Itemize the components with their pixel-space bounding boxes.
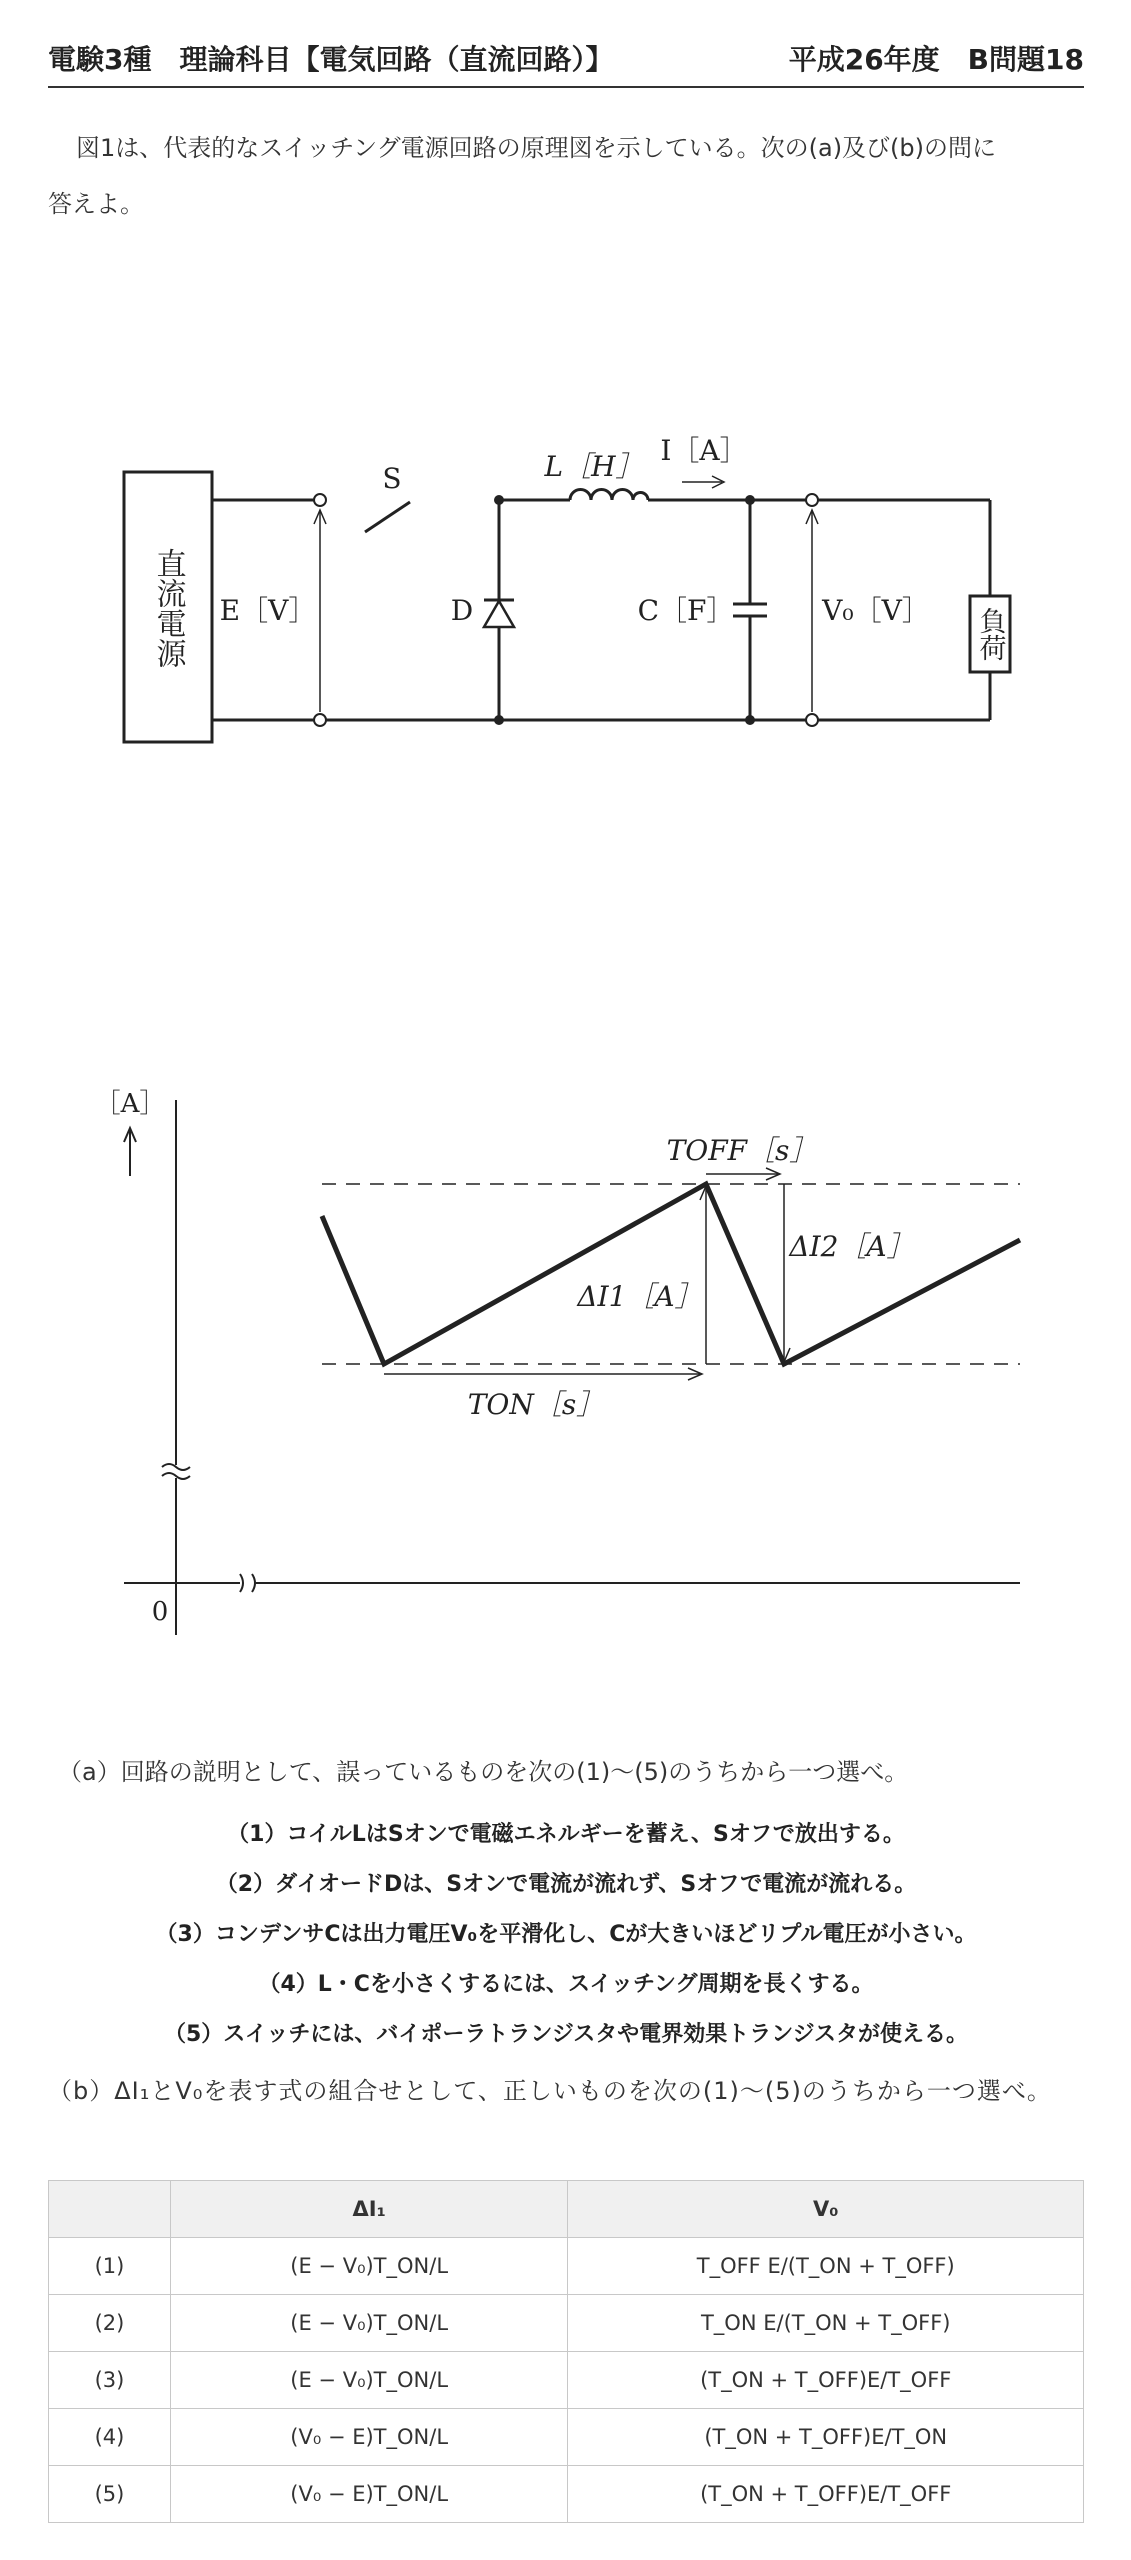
ton-label: TON［s］ [467, 1388, 605, 1421]
question-b-prompt: （b）ΔI₁とV₀を表す式の組合せとして、正しいものを次の(1)〜(5)のうちから一つ選べ。 [48, 2077, 1052, 2105]
table-row [49, 2238, 1084, 2295]
inductor-label: L［H］ [544, 450, 644, 483]
answer-table [48, 2180, 1084, 2523]
table-row [49, 2295, 1084, 2352]
row-number: (1) [49, 2238, 171, 2295]
row-delta-i1: (V₀ − E)T_ON/L [170, 2466, 568, 2523]
diode-label: D [450, 594, 474, 627]
row-vo: (T_ON + T_OFF)E/T_OFF [568, 2466, 1084, 2523]
capacitor-label: C［F］ [637, 594, 735, 627]
row-vo: (T_ON + T_OFF)E/T_ON [568, 2409, 1084, 2466]
choice-a-3: （3）コンデンサCは出力電圧V₀を平滑化し、Cが大きいほどリプル電圧が小さい。 [155, 1922, 977, 1947]
row-vo: T_OFF E/(T_ON + T_OFF) [568, 2238, 1084, 2295]
row-vo: T_ON E/(T_ON + T_OFF) [568, 2295, 1084, 2352]
input-voltage-label: E［V］ [219, 594, 317, 627]
table-header-row [49, 2181, 1084, 2238]
row-number: (4) [49, 2409, 171, 2466]
table-row [49, 2466, 1084, 2523]
choice-a-1: （1）コイルLはSオンで電磁エネルギーを蓄え、Sオフで放出する。 [227, 1822, 905, 1847]
row-number: (2) [49, 2295, 171, 2352]
choice-a-2: （2）ダイオードDは、Sオンで電流が流れず、Sオフで電流が流れる。 [215, 1872, 917, 1897]
current-label: I［A］ [660, 434, 748, 467]
current-waveform [0, 1080, 1131, 1650]
header-vo: V₀ [568, 2181, 1084, 2238]
table-row [49, 2352, 1084, 2409]
toff-label: TOFF［s］ [666, 1134, 818, 1167]
table-row [49, 2409, 1084, 2466]
header-delta-i1: ΔI₁ [170, 2181, 568, 2238]
delta-i2-label: ΔI2［A］ [789, 1230, 915, 1263]
header-problem-number: 平成26年度 B問題18 [788, 43, 1084, 76]
question-a-choices [48, 1810, 1084, 2060]
row-vo: (T_ON + T_OFF)E/T_OFF [568, 2352, 1084, 2409]
delta-i1-label: ΔI1［A］ [577, 1280, 703, 1313]
row-delta-i1: (E − V₀)T_ON/L [170, 2352, 568, 2409]
row-delta-i1: (V₀ − E)T_ON/L [170, 2409, 568, 2466]
circuit-diagram [0, 420, 1131, 780]
load-label: 負荷 [974, 607, 1006, 661]
row-delta-i1: (E − V₀)T_ON/L [170, 2238, 568, 2295]
header-subject: 電験3種 理論科目【電気回路（直流回路）】 [48, 43, 614, 76]
choice-a-4: （4）L・Cを小さくするには、スイッチング周期を長くする。 [258, 1972, 874, 1997]
waveform-origin-label: 0 [151, 1597, 169, 1627]
question-a-prompt: （a）回路の説明として、誤っているものを次の(1)〜(5)のうちから一つ選べ。 [58, 1758, 909, 1786]
intro-line-2: 答えよ。 [48, 190, 144, 218]
page-header [48, 30, 1084, 88]
dc-source-label: 直流電源 [150, 548, 186, 668]
row-delta-i1: (E − V₀)T_ON/L [170, 2295, 568, 2352]
row-number: (3) [49, 2352, 171, 2409]
intro-line-1: 図1は、代表的なスイッチング電源回路の原理図を示している。次の(a)及び(b)の問に [76, 134, 997, 162]
choice-a-5: （5）スイッチには、バイポーラトランジスタや電界効果トランジスタが使える。 [163, 2022, 968, 2047]
waveform-y-unit: ［A］ [94, 1089, 166, 1119]
header-number [49, 2181, 171, 2238]
problem-intro [48, 120, 1084, 232]
switch-label: S [382, 462, 402, 495]
output-voltage-label: V₀［V］ [822, 594, 930, 627]
row-number: (5) [49, 2466, 171, 2523]
